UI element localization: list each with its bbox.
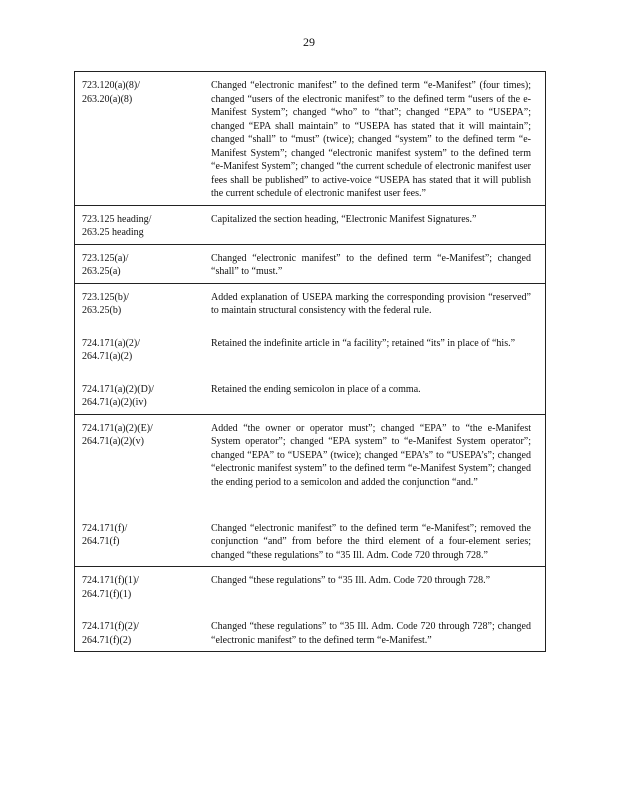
section-ref: 263.25 heading <box>82 227 144 238</box>
section-ref: 264.71(a)(2)(iv) <box>82 397 147 408</box>
section-ref: 264.71(a)(2)(v) <box>82 436 144 447</box>
section-ref: 264.71(f) <box>82 536 120 547</box>
section-ref: 723.120(a)(8)/ <box>82 80 141 91</box>
section-ref: 263.25(b) <box>82 305 122 316</box>
description-cell <box>205 414 546 567</box>
section-ref: 724.171(a)(2)(E)/ <box>82 422 153 434</box>
section-ref: 724.171(f)(2)/ <box>82 621 139 632</box>
section-ref: 264.71(f)(2) <box>82 634 132 646</box>
section-ref: 264.71(f)(1) <box>82 588 132 600</box>
change-description: Capitalized the section heading, “Electronic Manifest Signatures.” <box>211 213 477 225</box>
change-description: Changed “electronic manifest” to the defined term “e-Manifest”; changed “shall” to “must.” <box>211 252 531 277</box>
section-ref: 264.71(a)(2) <box>82 351 133 362</box>
section-ref: 263.25(a) <box>82 266 121 277</box>
section-cell <box>75 205 206 244</box>
section-ref: 724.171(f)(1)/ <box>82 575 139 586</box>
table-row <box>75 283 546 414</box>
change-description: Changed “these regulations” to “35 Ill. Adm. Code 720 through 728”; changed “electronic manifest” to the defined term “e-Manifest.” <box>211 621 531 646</box>
description-cell <box>205 567 546 652</box>
page-number: 29 <box>303 35 315 49</box>
section-ref: 723.125(a)/ <box>82 252 129 264</box>
table-row <box>75 205 546 244</box>
section-cell <box>75 567 206 652</box>
section-cell <box>75 244 206 283</box>
description-cell <box>205 72 546 206</box>
section-cell <box>75 72 206 206</box>
table-row <box>75 244 546 283</box>
description-cell <box>205 205 546 244</box>
change-description: Retained the indefinite article in “a facility”; retained “its” in place of “his.” <box>211 337 516 349</box>
section-ref: 723.125 heading/ <box>82 213 152 225</box>
change-description: Retained the ending semicolon in place of a comma. <box>211 383 421 395</box>
table-row <box>75 567 546 652</box>
change-description: Added “the owner or operator must”; changed “EPA” to “the e-Manifest System operator”; changed “EPA system” to “e-Manifest System operator”; changed “EPA” to “USEPA” (twice); changed “EPA’s” to “USEPA’s”; changed “electronic manifest system” to the defined term “e-Manifest System”; changed the ending period to a semicolon and added the conjunction “and.” <box>211 422 531 488</box>
description-cell <box>205 244 546 283</box>
change-description: Changed “these regulations” to “35 Ill. Adm. Code 720 through 728.” <box>211 575 491 586</box>
table-row <box>75 72 546 206</box>
description-cell <box>205 283 546 414</box>
table-row <box>75 414 546 567</box>
revision-table <box>74 71 546 652</box>
section-cell <box>75 414 206 567</box>
section-ref: 724.171(a)(2)(D)/ <box>82 383 154 395</box>
change-description: Changed “electronic manifest” to the defined term “e-Manifest” (four times); changed “users of the electronic manifest” to the defined term “users of the e-Manifest System”; changed “who” to “that”; changed “EPA” to “USEPA”; changed “EPA shall maintain” to “USEPA has stated that it will maintain”; changed “shall” to “must” (twice); changed “system” to the defined term “e-Manifest System”; changed “electronic manifest system” to the defined term “e-Manifest System”; changed “the current schedule of electronic manifest user fees shall be published” to active-voice “USEPA has stated that it will publish the current schedule of electronic manifest user fees.” <box>211 80 531 199</box>
section-ref: 723.125(b)/ <box>82 291 129 303</box>
change-description: Changed “electronic manifest” to the defined term “e-Manifest”; removed the conjunction “and” from before the third element of a four-element series; changed “these regulations” to “35 Ill. Adm. Code 720 through 728.” <box>211 522 531 561</box>
section-ref: 724.171(f)/ <box>82 522 128 534</box>
change-description: Added explanation of USEPA marking the corresponding provision “reserved” to maintain structural consistency with the federal rule. <box>211 291 531 316</box>
section-ref: 263.20(a)(8) <box>82 93 133 105</box>
section-cell <box>75 283 206 414</box>
section-ref: 724.171(a)(2)/ <box>82 337 141 349</box>
